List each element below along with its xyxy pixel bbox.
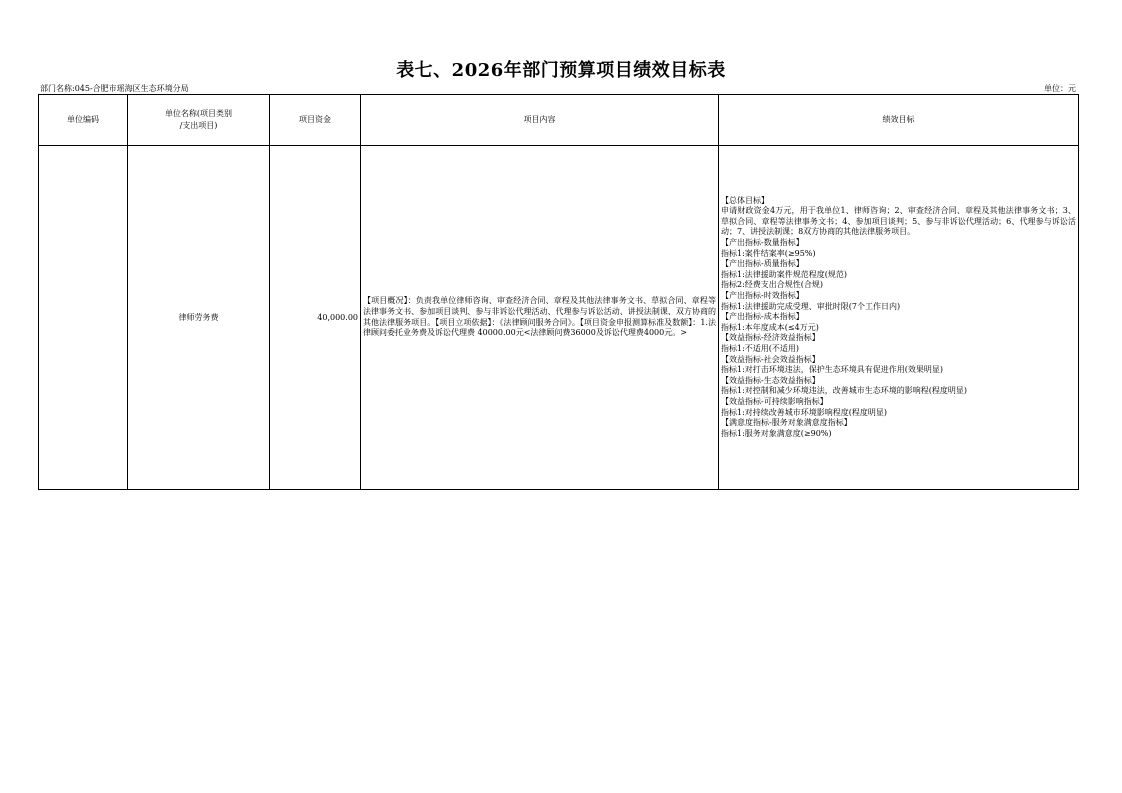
indicator-line: 指标1:服务对象满意度(≥90%) <box>721 428 832 438</box>
indicator-line: 指标1:不适用(不适用) <box>721 343 800 353</box>
indicator-line: 指标1:对持续改善城市环境影响程度(程度明显) <box>721 407 888 417</box>
header-performance: 绩效目标 <box>719 95 1079 146</box>
department-name: 部门名称:045-合肥市瑶海区生态环境分局 <box>40 84 189 93</box>
indicator-line: 【满意度指标-服务对象满意度指标】 <box>721 418 852 428</box>
page-title: 表七、2026年部门预算项目绩效目标表 <box>396 60 726 81</box>
header-funds: 项目资金 <box>270 95 361 146</box>
table-row <box>39 146 1079 490</box>
performance-targets <box>719 196 1078 440</box>
indicator-line: 【产出指标-数量指标】 <box>721 238 804 248</box>
header-content: 项目内容 <box>361 95 719 146</box>
header-unit-name <box>128 95 270 146</box>
indicator-line: 【产出指标-成本指标】 <box>721 312 804 322</box>
indicator-line: 【效益指标-经济效益指标】 <box>721 333 820 343</box>
indicator-line: 【效益指标-社会效益指标】 <box>721 354 820 364</box>
cell-performance <box>719 146 1079 490</box>
cell-content <box>361 146 719 490</box>
indicator-line: 指标1:本年度成本(≤4万元) <box>721 322 819 332</box>
indicator-line: 指标1:案件结案率(≥95%) <box>721 248 816 258</box>
overall-goal-heading: 【总体目标】 <box>721 195 769 205</box>
indicator-line: 指标2:经费支出合规性(合规) <box>721 280 824 290</box>
indicator-line: 指标1:法律援助案件规范程度(规范) <box>721 269 848 279</box>
project-content-text: 【项目概况】：负责我单位律师咨询、审查经济合同、章程及其他法律事务文书、草拟合同、章程等法律事务文书、参加项目谈判、参与非诉讼代理活动、代理参与诉讼活动、讲授法制课、双方协商的其他法律服务项目。【项目立项依据】：《法律顾问服务合同》。【项目资金申报测算标准及数额】：1.法律顾问委托业务费及诉讼代理费 40000.00元<法律顾问费36000及诉讼代理费4000元。> <box>363 296 716 338</box>
unit-label: 单位：元 <box>1044 84 1076 93</box>
cell-funds: 40,000.00 <box>270 146 361 490</box>
table-header-row <box>39 95 1079 146</box>
header-unit-code: 单位编码 <box>39 95 128 146</box>
indicator-line: 指标1:对打击环境违法，保护生态环境具有促进作用(效果明显) <box>721 365 944 375</box>
cell-unit-code <box>39 146 128 490</box>
header-unit-name-line2: /支出项目) <box>179 121 218 130</box>
indicator-line: 指标1:对控制和减少环境违法，改善城市生态环境的影响程(程度明显) <box>721 386 968 396</box>
indicator-line: 【产出指标-时效指标】 <box>721 291 804 301</box>
cell-unit-name: 律师劳务费 <box>128 146 270 490</box>
header-unit-name-line1: 单位名称(项目类别 <box>164 109 233 118</box>
performance-target-table <box>38 94 1079 490</box>
indicator-line: 【效益指标-生态效益指标】 <box>721 375 820 385</box>
overall-goal-text: 申请财政资金4万元，用于我单位1、律师咨询；2、审查经济合同、章程及其他法律事务文书；3、草拟合同、章程等法律事务文书；4、参加项目谈判；5、参与非诉讼代理活动；6、代理参与诉讼活动；7、讲授法制课；8双方协商的其他法律服务项目。 <box>721 206 1076 237</box>
indicator-line: 【产出指标-质量指标】 <box>721 259 804 269</box>
indicator-line: 指标1:法律援助完成受理、审批时限(7个工作日内) <box>721 301 901 311</box>
indicator-line: 【效益指标-可持续影响指标】 <box>721 396 828 406</box>
